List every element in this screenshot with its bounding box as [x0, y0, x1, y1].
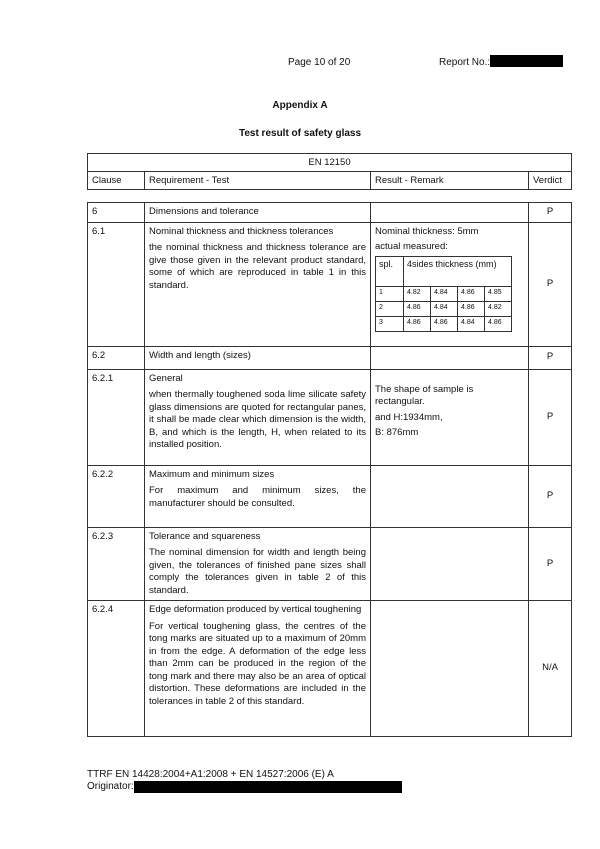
requirement-cell	[145, 222, 371, 346]
thickness-value: 4.84	[431, 286, 458, 301]
column-header-verdict: Verdict	[529, 172, 572, 190]
result-text: The shape of sample is rectangular.	[375, 383, 474, 408]
requirement-body: when thermally toughened soda lime silicate safety glass dimensions are quoted for rectangular panes, it shall be made clear which dimension is the width, B, and which is the length, H, when related to its installed position.	[149, 389, 366, 451]
clause-number: 6.2.2	[88, 465, 145, 527]
result-text: B: 876mm	[375, 427, 419, 439]
thickness-value: 4.84	[431, 301, 458, 316]
standard-header-table	[87, 153, 572, 190]
result-cell	[371, 601, 529, 737]
requirement-title: Nominal thickness and thickness tolerances	[149, 225, 334, 237]
thickness-row	[376, 301, 512, 316]
table-row	[88, 346, 572, 369]
thickness-value: 4.84	[458, 316, 485, 331]
requirement-title: Dimensions and tolerance	[149, 206, 259, 217]
thickness-value: 4.86	[485, 316, 512, 331]
requirement-cell	[145, 369, 371, 465]
standard-row	[88, 154, 572, 172]
requirement-title: Maximum and minimum sizes	[149, 468, 275, 480]
result-text: Nominal thickness: 5mm	[375, 225, 479, 237]
result-cell	[371, 465, 529, 527]
thickness-table	[375, 256, 512, 332]
appendix-subtitle: Test result of safety glass	[238, 128, 362, 139]
clause-number: 6.2.3	[88, 527, 145, 601]
column-header-result: Result - Remark	[371, 172, 529, 190]
verdict: P	[529, 465, 572, 527]
requirement-cell	[145, 601, 371, 737]
thickness-header-row	[376, 256, 512, 286]
result-cell	[371, 369, 529, 465]
requirement-body: For maximum and minimum sizes, the manufacturer should be consulted.	[149, 485, 366, 509]
standard-name: EN 12150	[88, 154, 572, 172]
thickness-value: 4.86	[404, 316, 431, 331]
verdict: P	[529, 203, 572, 223]
requirement-body: the nominal thickness and thickness tolerance are give those given in the relevant product standard, some of which are reproduced in table 1 in this standard.	[149, 242, 366, 291]
thickness-value: 4.86	[458, 286, 485, 301]
requirement-title: Width and length (sizes)	[149, 349, 251, 361]
results-table	[87, 202, 572, 737]
result-cell	[371, 346, 529, 369]
requirement-cell	[145, 203, 371, 223]
verdict: P	[529, 346, 572, 369]
column-header-row	[88, 172, 572, 190]
thickness-row	[376, 286, 512, 301]
table-row	[88, 222, 572, 346]
thickness-value: 4.86	[431, 316, 458, 331]
footer-form-id: TTRF EN 14428:2004+A1:2008 + EN 14527:2006 (E) A	[87, 769, 334, 780]
verdict: P	[529, 527, 572, 601]
result-cell	[371, 203, 529, 223]
clause-number: 6.2.4	[88, 601, 145, 737]
page-number: Page 10 of 20	[288, 57, 351, 68]
redacted-originator	[134, 781, 402, 793]
clause-number: 6.2.1	[88, 369, 145, 465]
requirement-title: Tolerance and squareness	[149, 530, 261, 542]
result-text: and H:1934mm,	[375, 411, 443, 423]
verdict: N/A	[529, 601, 572, 737]
requirement-cell	[145, 527, 371, 601]
table-row	[88, 369, 572, 465]
footer-originator-label: Originator:	[87, 781, 134, 792]
requirement-body: The nominal dimension for width and length being given, the tolerances of finished pane sizes shall comply the tolerances given in table 2 of this standard.	[149, 547, 366, 596]
thickness-value: 4.86	[404, 301, 431, 316]
requirement-title: General	[149, 372, 183, 384]
table-row	[88, 527, 572, 601]
thickness-value: 4.85	[485, 286, 512, 301]
result-text: actual measured:	[375, 241, 448, 253]
thickness-row	[376, 316, 512, 331]
verdict: P	[529, 222, 572, 346]
requirement-title: Edge deformation produced by vertical toughening	[149, 604, 362, 616]
appendix-title: Appendix A	[272, 100, 328, 111]
requirement-cell	[145, 465, 371, 527]
redacted-report-number	[490, 55, 563, 67]
table-row	[88, 601, 572, 737]
table-row	[88, 465, 572, 527]
thickness-sample: 1	[376, 286, 404, 301]
report-number-label: Report No.:	[439, 57, 491, 68]
column-header-requirement: Requirement - Test	[145, 172, 371, 190]
verdict: P	[529, 369, 572, 465]
thickness-value: 4.82	[485, 301, 512, 316]
thickness-value: 4.82	[404, 286, 431, 301]
result-cell	[371, 222, 529, 346]
thickness-value: 4.86	[458, 301, 485, 316]
clause-number: 6	[88, 203, 145, 223]
thickness-sample: 3	[376, 316, 404, 331]
thickness-spl-header: spl.	[376, 256, 404, 286]
clause-number: 6.2	[88, 346, 145, 369]
clause-number: 6.1	[88, 222, 145, 346]
thickness-sample: 2	[376, 301, 404, 316]
table-row	[88, 203, 572, 223]
column-header-clause: Clause	[88, 172, 145, 190]
thickness-value-header: 4sides thickness (mm)	[404, 256, 512, 286]
requirement-body: For vertical toughening glass, the centres of the tong marks are situated up to a maximum of 20mm in from the edge. A deformation of the edge less than 2mm can be produced in the region of the tong mark and there may also be an area of optical distortion. These deformations are included in the tolerances in table 2 of this standard.	[149, 620, 366, 707]
requirement-cell	[145, 346, 371, 369]
result-cell	[371, 527, 529, 601]
